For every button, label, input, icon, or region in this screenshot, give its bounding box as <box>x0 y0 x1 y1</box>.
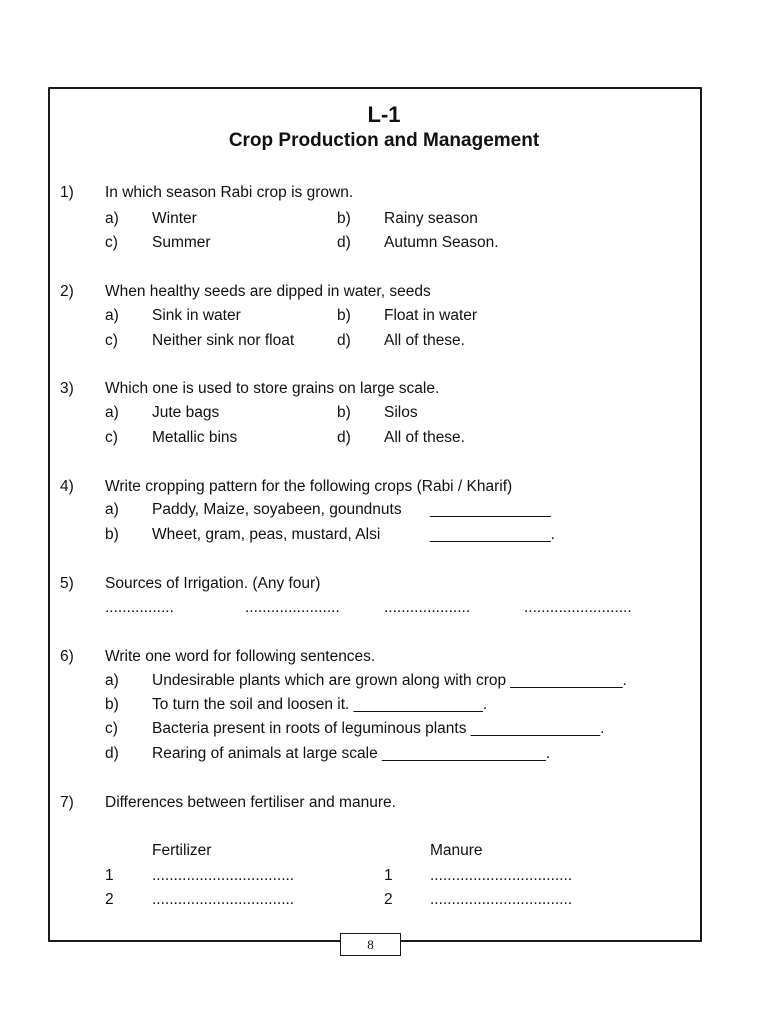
option-label: a) <box>105 307 119 324</box>
question-text: In which season Rabi crop is grown. <box>105 184 354 201</box>
answer-blank: ......................... <box>524 599 632 616</box>
item-label: a) <box>105 501 119 518</box>
item-label: d) <box>105 745 119 762</box>
question-number: 4) <box>60 478 74 495</box>
option-text: All of these. <box>384 332 465 349</box>
question-text: Sources of Irrigation. (Any four) <box>105 575 321 592</box>
option-text: Autumn Season. <box>384 234 499 251</box>
item-label: b) <box>105 696 119 713</box>
question-text: Differences between fertiliser and manure. <box>105 794 396 811</box>
item-label: a) <box>105 672 119 689</box>
answer-blank: ................................. <box>430 867 573 884</box>
answer-blank: ................ <box>105 599 174 616</box>
row-number: 1 <box>384 867 393 884</box>
option-label: c) <box>105 429 118 446</box>
option-label: a) <box>105 210 119 227</box>
answer-blank: ................................. <box>152 891 295 908</box>
answer-blank: ______________ <box>430 501 551 518</box>
question-number: 2) <box>60 283 74 300</box>
option-label: d) <box>337 234 351 251</box>
option-label: c) <box>105 332 118 349</box>
row-number: 2 <box>384 891 393 908</box>
question-text: Which one is used to store grains on large scale. <box>105 380 440 397</box>
lesson-number: L-1 <box>367 102 401 127</box>
answer-blank: ................................. <box>152 867 295 884</box>
option-label: d) <box>337 332 351 349</box>
option-text: Winter <box>152 210 197 227</box>
column-heading-manure: Manure <box>430 842 483 859</box>
option-label: b) <box>337 210 351 227</box>
option-label: d) <box>337 429 351 446</box>
item-text: To turn the soil and loosen it. _______________. <box>152 696 488 713</box>
option-text: Jute bags <box>152 404 220 421</box>
option-label: b) <box>337 404 351 421</box>
option-text: Metallic bins <box>152 429 238 446</box>
option-text: Float in water <box>384 307 478 324</box>
answer-blank: ...................... <box>245 599 340 616</box>
option-text: All of these. <box>384 429 465 446</box>
option-text: Summer <box>152 234 211 251</box>
answer-blank: ................................. <box>430 891 573 908</box>
option-text: Silos <box>384 404 418 421</box>
question-number: 7) <box>60 794 74 811</box>
question-number: 3) <box>60 380 74 397</box>
item-text: Bacteria present in roots of leguminous plants _______________. <box>152 720 605 737</box>
item-label: b) <box>105 526 119 543</box>
option-label: c) <box>105 234 118 251</box>
option-label: b) <box>337 307 351 324</box>
question-text: Write cropping pattern for the following crops (Rabi / Kharif) <box>105 478 513 495</box>
option-text: Rainy season <box>384 210 478 227</box>
question-number: 1) <box>60 184 74 201</box>
item-text: Wheet, gram, peas, mustard, Alsi <box>152 526 381 543</box>
option-text: Neither sink nor float <box>152 332 295 349</box>
page-number: 8 <box>340 933 401 956</box>
question-number: 5) <box>60 575 74 592</box>
answer-blank: .................... <box>384 599 471 616</box>
worksheet-title: Crop Production and Management <box>228 130 540 151</box>
row-number: 1 <box>105 867 114 884</box>
question-number: 6) <box>60 648 74 665</box>
question-text: Write one word for following sentences. <box>105 648 376 665</box>
column-heading-fertilizer: Fertilizer <box>152 842 212 859</box>
item-label: c) <box>105 720 118 737</box>
item-text: Undesirable plants which are grown along with crop _____________. <box>152 672 627 689</box>
item-text: Rearing of animals at large scale ___________________. <box>152 745 551 762</box>
question-text: When healthy seeds are dipped in water, seeds <box>105 283 431 300</box>
answer-blank: ______________. <box>430 526 555 543</box>
option-text: Sink in water <box>152 307 241 324</box>
option-label: a) <box>105 404 119 421</box>
item-text: Paddy, Maize, soyabeen, goundnuts <box>152 501 402 518</box>
row-number: 2 <box>105 891 114 908</box>
